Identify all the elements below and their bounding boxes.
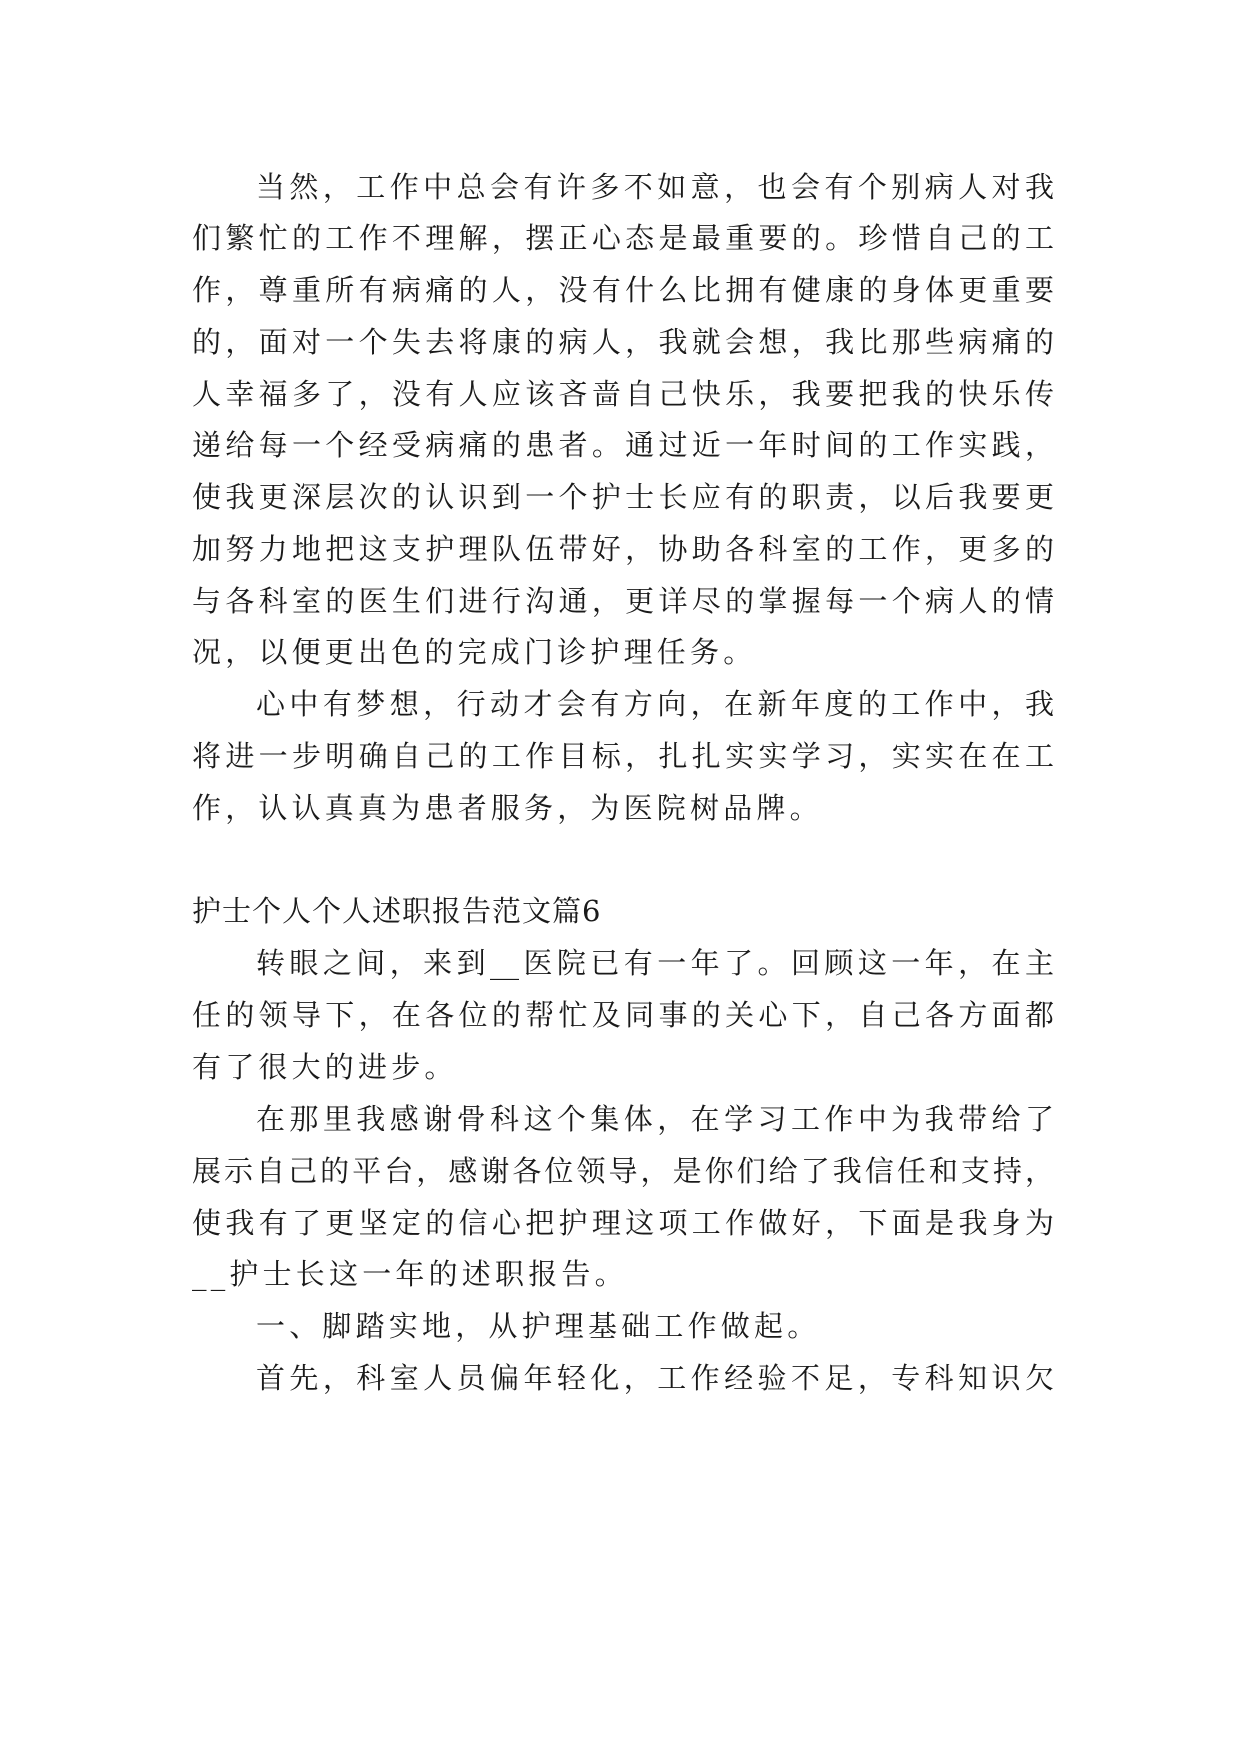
paragraph-line: 人幸福多了，没有人应该吝啬自己快乐，我要把我的快乐传 — [192, 377, 1054, 411]
paragraph-line: 况，以便更出色的完成门诊护理任务。 — [192, 635, 757, 669]
paragraph-line: 的，面对一个失去将康的病人，我就会想，我比那些病痛的 — [192, 325, 1054, 359]
paragraph-line: 将进一步明确自己的工作目标，扎扎实实学习，实实在在工 — [192, 739, 1054, 773]
paragraph-line: 展示自己的平台，感谢各位领导，是你们给了我信任和支持， — [192, 1154, 1054, 1188]
paragraph-line: 任的领导下，在各位的帮忙及同事的关心下，自己各方面都 — [192, 998, 1054, 1032]
paragraph-line: 加努力地把这支护理队伍带好，协助各科室的工作，更多的 — [192, 532, 1054, 566]
paragraph-line: 作，认认真真为患者服务，为医院树品牌。 — [192, 791, 823, 825]
paragraph-line: 使我有了更坚定的信心把护理这项工作做好，下面是我身为 — [192, 1206, 1054, 1240]
paragraph-line: 使我更深层次的认识到一个护士长应有的职责，以后我要更 — [192, 480, 1054, 514]
paragraph-line: 当然，工作中总会有许多不如意，也会有个别病人对我 — [256, 170, 1054, 204]
paragraph-line: 与各科室的医生们进行沟通，更详尽的掌握每一个病人的情 — [192, 584, 1054, 618]
paragraph-line: 在那里我感谢骨科这个集体，在学习工作中为我带给了 — [256, 1102, 1054, 1136]
paragraph-line: 作，尊重所有病痛的人，没有什么比拥有健康的身体更重要 — [192, 273, 1054, 307]
paragraph-line: 有了很大的进步。 — [192, 1050, 458, 1084]
paragraph-line: 心中有梦想，行动才会有方向，在新年度的工作中，我 — [256, 687, 1054, 721]
paragraph-line: 们繁忙的工作不理解，摆正心态是最重要的。珍惜自己的工 — [192, 221, 1054, 255]
paragraph-line: 转眼之间，来到__医院已有一年了。回顾这一年，在主 — [256, 946, 1054, 980]
section-heading: 护士个人个人述职报告范文篇6 — [192, 894, 602, 928]
paragraph-line: 首先，科室人员偏年轻化，工作经验不足，专科知识欠 — [256, 1361, 1054, 1395]
paragraph-line: __护士长这一年的述职报告。 — [192, 1257, 628, 1291]
paragraph-line: 递给每一个经受病痛的患者。通过近一年时间的工作实践， — [192, 428, 1054, 462]
paragraph-line: 一、脚踏实地，从护理基础工作做起。 — [256, 1309, 821, 1343]
